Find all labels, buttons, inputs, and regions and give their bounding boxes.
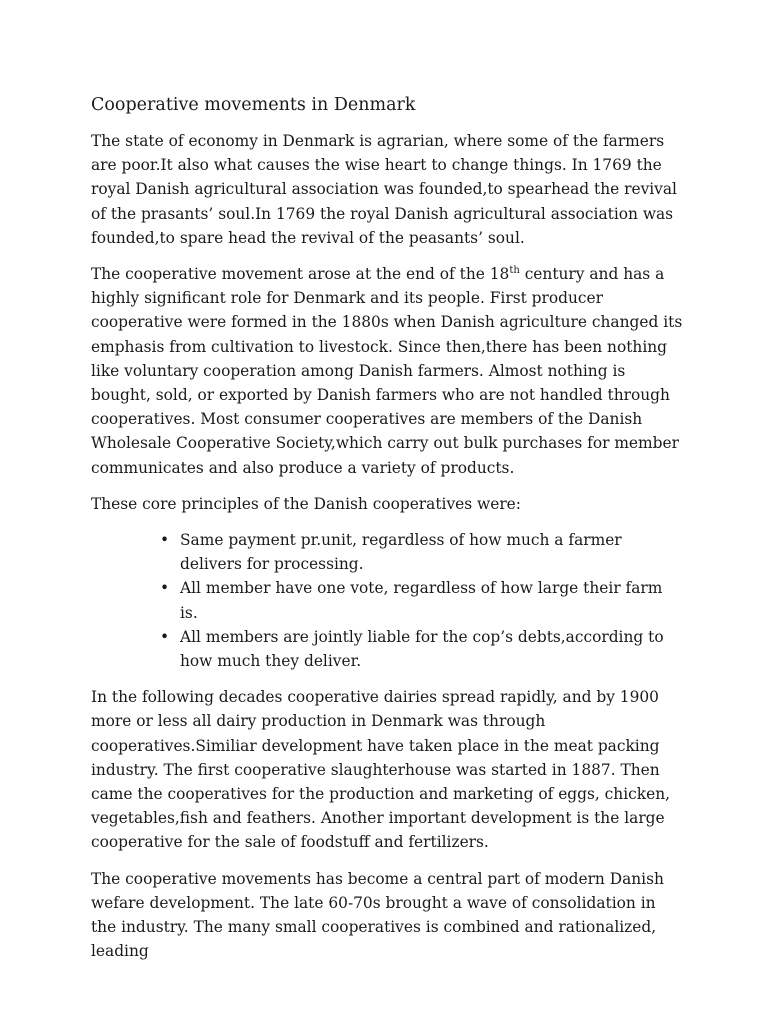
list-item [160,576,683,624]
paragraph-text-start: The cooperative movement arose at the end of the 18 [91,265,510,284]
list-item-text: All members are jointly liable for the cop’s debts,according to how much they deliver. [180,627,664,671]
list-item [160,625,683,673]
bullet-icon: • [160,531,170,550]
paragraph-principles-intro: These core principles of the Danish cooperatives were: [91,494,521,513]
paragraph-cooperative-movement [91,262,683,480]
document-page [91,92,683,976]
list-item-text: Same payment pr.unit, regardless of how much a farmer delivers for processing. [180,531,622,574]
ordinal-suffix: th [509,264,520,276]
list-item-text: All member have one vote, regardless of how large their farm is. [180,579,663,622]
paragraph-economy: The state of economy in Denmark is agrarian, where some of the farmers are poor.It also what causes the wise heart to change things. In 1769 the royal Danish agricultural association was founded,to spearhead the revival of the prasants’ soul.In 1769 the royal Danish agricultural association was founded,to spare head the revival of the peasants’ soul. [91,132,677,247]
bullet-icon: • [160,579,170,598]
principles-list [91,528,683,673]
document-title: Cooperative movements in Denmark [91,95,416,115]
paragraph-text-rest: century and has a highly significant role for Denmark and its people. First producer cooperative were formed in the 1880s when Danish agriculture changed its emphasis from cultivation to livestock. Since then,there has been nothing like voluntary cooperation among Danish farmers. Almost nothing is bought, sold, or exported by Danish farmers who are not handled through cooperatives. Most consumer cooperatives are members of the Danish Wholesale Cooperative Society,which carry out bulk purchases for member communicates and also produce a variety of products. [91,265,683,477]
bullet-icon: • [160,627,170,646]
list-item [160,528,683,576]
paragraph-following-decades: In the following decades cooperative dairies spread rapidly, and by 1900 more or less all dairy production in Denmark was through cooperatives.Similiar development have taken place in the meat packing industry. The first cooperative slaughterhouse was started in 1887. Then came the cooperatives for the production and marketing of eggs, chicken, vegetables,fish and feathers. Another important development is the large cooperative for the sale of foodstuff and fertilizers. [91,688,670,852]
paragraph-modern-development: The cooperative movements has become a central part of modern Danish wefare development. The late 60-70s brought a wave of consolidation in the industry. The many small cooperatives is combined and rationalized, leading [91,869,664,961]
